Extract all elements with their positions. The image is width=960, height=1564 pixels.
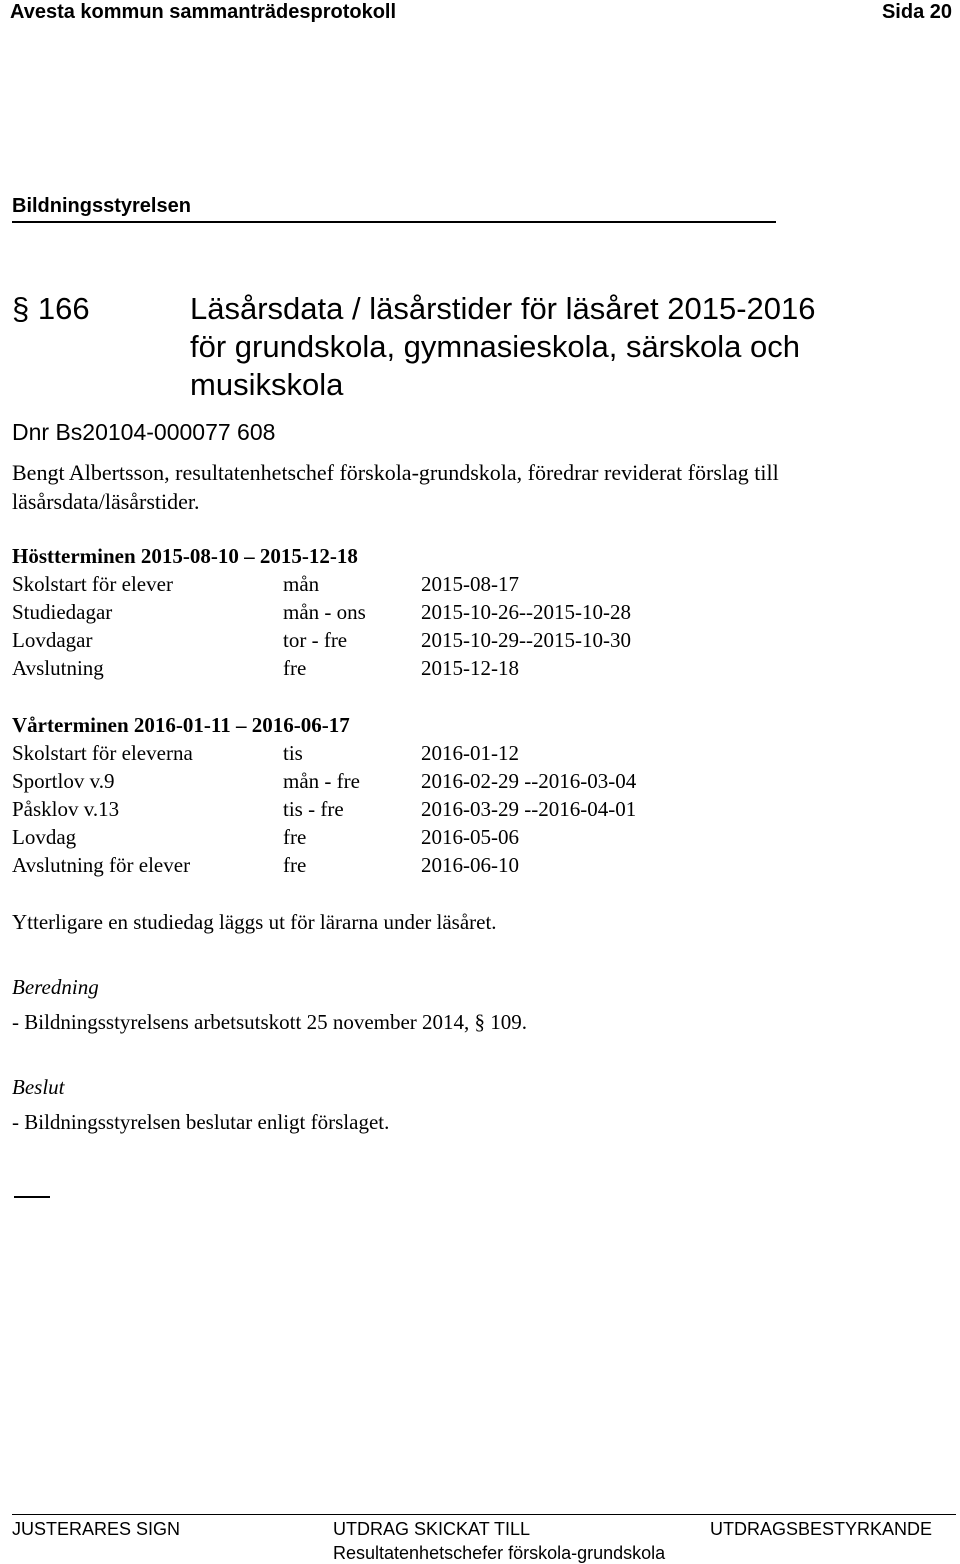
row-date: 2015-08-17 — [421, 572, 519, 596]
row-date: 2015-10-29--2015-10-30 — [421, 628, 631, 652]
footer-utdragsbestyrkande: UTDRAGSBESTYRKANDE — [709, 1519, 932, 1539]
row-day: tor - fre — [283, 628, 348, 652]
beredning-heading: Beredning — [12, 975, 99, 999]
row-label: Avslutning för elever — [12, 853, 191, 877]
row-label: Studiedagar — [12, 600, 113, 624]
row-label: Sportlov v.9 — [12, 769, 115, 793]
row-date: 2016-03-29 --2016-04-01 — [421, 797, 637, 821]
item-title — [190, 290, 930, 404]
row-date: 2015-12-18 — [421, 656, 519, 680]
page-number: Sida 20 — [881, 1, 952, 23]
row-label: Lovdag — [12, 825, 77, 849]
item-title-line: för grundskola, gymnasieskola, särskola och — [190, 329, 800, 364]
row-date: 2016-05-06 — [421, 825, 519, 849]
row-date: 2015-10-26--2015-10-28 — [421, 600, 631, 624]
footer-utdrag-skickat-till: UTDRAG SKICKAT TILL — [333, 1519, 531, 1539]
document-header-title: Avesta kommun sammanträdesprotokoll — [10, 1, 397, 23]
additional-note: Ytterligare en studiedag läggs ut för lärarna under läsåret. — [12, 910, 497, 934]
row-date: 2016-02-29 --2016-03-04 — [421, 769, 637, 793]
intro-paragraph — [12, 458, 912, 516]
footer-justerares-sign: JUSTERARES SIGN — [12, 1519, 181, 1539]
beslut-item: - Bildningsstyrelsen beslutar enligt förslaget. — [12, 1110, 390, 1134]
row-day: fre — [283, 825, 307, 849]
paragraph-number: § 166 — [12, 291, 90, 326]
row-day: fre — [283, 853, 307, 877]
autumn-term-heading: Höstterminen 2015-08-10 – 2015-12-18 — [12, 544, 358, 568]
row-day: mån - ons — [283, 600, 366, 624]
footer-recipient: Resultatenhetschefer förskola-grundskola — [333, 1543, 666, 1563]
spring-term-heading: Vårterminen 2016-01-11 – 2016-06-17 — [12, 713, 350, 737]
item-title-line: Läsårsdata / läsårstider för läsåret 2015-2016 — [190, 291, 816, 326]
footer-rule — [12, 1514, 956, 1515]
row-date: 2016-06-10 — [421, 853, 519, 877]
row-label: Påsklov v.13 — [12, 797, 120, 821]
row-day: tis - fre — [283, 797, 344, 821]
row-label: Skolstart för elever — [12, 572, 173, 596]
row-label: Lovdagar — [12, 628, 93, 652]
row-day: tis — [283, 741, 303, 765]
row-label: Skolstart för eleverna — [12, 741, 193, 765]
intro-line: läsårsdata/läsårstider. — [12, 489, 200, 514]
board-name: Bildningsstyrelsen — [12, 195, 191, 217]
row-label: Avslutning — [12, 656, 104, 680]
item-title-line: musikskola — [190, 367, 344, 402]
row-date: 2016-01-12 — [421, 741, 519, 765]
end-of-item-rule — [14, 1196, 50, 1198]
row-day: mån — [283, 572, 320, 596]
beslut-heading: Beslut — [12, 1075, 65, 1099]
row-day: fre — [283, 656, 307, 680]
board-underline — [12, 221, 776, 223]
intro-line: Bengt Albertsson, resultatenhetschef förskola-grundskola, föredrar reviderat förslag till — [12, 460, 779, 485]
beredning-item: - Bildningsstyrelsens arbetsutskott 25 november 2014, § 109. — [12, 1010, 528, 1034]
diary-number: Dnr Bs20104-000077 608 — [12, 419, 276, 445]
row-day: mån - fre — [283, 769, 360, 793]
